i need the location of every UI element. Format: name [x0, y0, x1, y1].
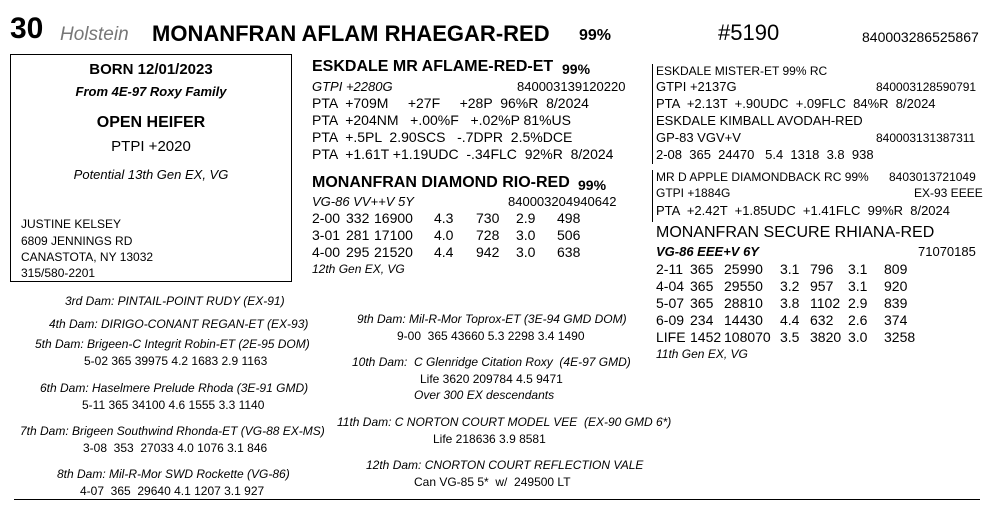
dam-dam-record-row [656, 312, 907, 328]
cell: 3.0 [516, 227, 536, 243]
status: OPEN HEIFER [96, 114, 206, 131]
cell: 29550 [724, 278, 763, 294]
family: From 4E-97 Roxy Family [75, 84, 227, 99]
cell: 3.1 [780, 261, 800, 277]
dam-record-row [312, 210, 580, 226]
dam-5-record: 5-02 365 39975 4.2 1683 2.9 1163 [84, 354, 268, 368]
cell: 3.1 [848, 261, 868, 277]
dam-dam-generations: 11th Gen EX, VG [656, 347, 748, 361]
cell: 6-09 [656, 312, 685, 328]
dam-10-record: Life 3620 209784 4.5 9471 [420, 372, 563, 386]
cell: 5-07 [656, 295, 685, 311]
cell: 365 [690, 295, 714, 311]
cell: 638 [557, 244, 581, 260]
dam-record-row [312, 227, 580, 243]
dam-12-title: 12th Dam: CNORTON COURT REFLECTION VALE [366, 458, 644, 472]
cell: 498 [557, 210, 581, 226]
cell: 506 [557, 227, 581, 243]
pedigree-bracket [652, 170, 653, 222]
sire-sire-name: ESKDALE MISTER-ET 99% RC [656, 64, 828, 78]
sire-pta-line: PTA +709M +27F +28P 96%R 8/2024 [312, 95, 589, 111]
cell: 4.4 [780, 312, 800, 328]
cell: 2-11 [656, 261, 683, 277]
cell: 25990 [724, 261, 763, 277]
dam-dam-id: 71070185 [918, 244, 976, 259]
bottom-rule [14, 499, 980, 500]
cell: 295 [346, 244, 370, 260]
sire-sire-id: 840003128590791 [876, 80, 977, 94]
dam-class: VG-86 VV++V 5Y [312, 194, 414, 209]
dam-id: 840003204940642 [508, 194, 617, 209]
dam-7-title: 7th Dam: Brigeen Southwind Rhonda-ET (VG-88 EX-MS) [20, 424, 325, 438]
cell: 365 [690, 278, 714, 294]
cell: 332 [346, 210, 370, 226]
dam-8-title: 8th Dam: Mil-R-Mor SWD Rockette (VG-86) [57, 467, 290, 481]
sire-dam-record: 2-08 365 24470 5.4 1318 3.8 938 [656, 147, 874, 162]
dam-4-title: 4th Dam: DIRIGO-CONANT REGAN-ET (EX-93) [49, 317, 309, 331]
cell: 3.8 [780, 295, 800, 311]
consignor-city: CANASTOTA, NY 13032 [21, 250, 154, 264]
cell: 4-04 [656, 278, 685, 294]
dam-percent: 99% [578, 177, 607, 193]
sire-pta-line: PTA +204NM +.00%F +.02%P 81%US [312, 112, 572, 128]
cell: 28810 [724, 295, 763, 311]
dam-sire-id: 8403013721049 [889, 170, 976, 184]
dam-name: MONANFRAN DIAMOND RIO-RED [312, 174, 570, 191]
dam-generations: 12th Gen EX, VG [312, 262, 405, 276]
sire-pta-line: PTA +.5PL 2.90SCS -.7DPR 2.5%DCE [312, 129, 573, 145]
dam-6-title: 6th Dam: Haselmere Prelude Rhoda (3E-91 GMD) [40, 381, 309, 395]
cell: 3-01 [312, 227, 341, 243]
cell: 3.5 [780, 329, 800, 345]
dam-3-title: 3rd Dam: PINTAIL-POINT RUDY (EX-91) [65, 294, 285, 308]
cell: 3820 [810, 329, 842, 345]
sire-pta-line: PTA +1.61T +1.19UDC -.34FLC 92%R 8/2024 [312, 146, 614, 162]
animal-name: MONANFRAN AFLAM RHAEGAR-RED [152, 21, 550, 46]
cell: 374 [884, 312, 908, 328]
dam-9-record: 9-00 365 43660 5.3 2298 3.4 1490 [397, 329, 585, 343]
sire-percent: 99% [562, 61, 591, 77]
cell: 4-00 [312, 244, 341, 260]
dam-record-row [312, 244, 580, 260]
cell: 17100 [374, 227, 413, 243]
dam-7-record: 3-08 353 27033 4.0 1076 3.1 846 [83, 441, 268, 455]
cell: 3.2 [780, 278, 800, 294]
cell: 14430 [724, 312, 763, 328]
dam-dam-record-row [656, 329, 915, 345]
cell: 957 [810, 278, 834, 294]
cell: 632 [810, 312, 834, 328]
sire-gtpi: GTPI +2280G [312, 79, 393, 94]
cell: 796 [810, 261, 834, 277]
sire-dam-id: 840003131387311 [876, 131, 976, 145]
cell: 920 [884, 278, 908, 294]
consignor-name: JUSTINE KELSEY [21, 217, 122, 231]
potential: Potential 13th Gen EX, VG [73, 167, 229, 182]
cell: 108070 [724, 329, 771, 345]
consignor-phone: 315/580-2201 [21, 266, 96, 280]
cell: 16900 [374, 210, 413, 226]
cell: 730 [476, 210, 500, 226]
cell: 2-00 [312, 210, 341, 226]
dam-9-title: 9th Dam: Mil-R-Mor Toprox-ET (3E-94 GMD DOM) [357, 312, 627, 326]
consignor-address: 6809 JENNINGS RD [21, 234, 133, 248]
info-box [10, 54, 292, 282]
sire-dam-name: ESKDALE KIMBALL AVODAH-RED [656, 113, 863, 128]
dam-10-note: Over 300 EX descendants [414, 388, 555, 402]
dam-6-record: 5-11 365 34100 4.6 1555 3.3 1140 [82, 398, 265, 412]
dam-sire-gtpi: GTPI +1884G [656, 186, 731, 200]
cell: 1102 [810, 295, 841, 311]
cell: 4.3 [434, 210, 454, 226]
animal-id: 840003286525867 [862, 29, 979, 45]
cell: 809 [884, 261, 908, 277]
sire-dam-class: GP-83 VGV+V [656, 130, 741, 145]
sire-name: ESKDALE MR AFLAME-RED-ET [312, 58, 554, 75]
cell: 2.9 [516, 210, 536, 226]
dam-10-title: 10th Dam: C Glenridge Citation Roxy (4E-97 GMD) [352, 355, 631, 369]
dam-dam-name: MONANFRAN SECURE RHIANA-RED [656, 224, 935, 241]
dam-5-title: 5th Dam: Brigeen-C Integrit Robin-ET (2E-95 DOM) [35, 337, 310, 351]
dam-8-record: 4-07 365 29640 4.1 1207 3.1 927 [80, 484, 265, 498]
cell: 365 [690, 261, 714, 277]
dam-dam-record-row [656, 261, 907, 277]
cell: 728 [476, 227, 500, 243]
dam-11-title: 11th Dam: C NORTON COURT MODEL VEE (EX-90 GMD 6*) [337, 415, 672, 429]
dam-dam-record-row [656, 295, 907, 311]
tag-number: #5190 [718, 20, 780, 45]
cell: 3.0 [516, 244, 536, 260]
cell: 4.0 [434, 227, 454, 243]
cell: 2.6 [848, 312, 868, 328]
sire-sire-pta: PTA +2.13T +.90UDC +.09FLC 84%R 8/2024 [656, 96, 936, 111]
pedigree-bracket [652, 64, 653, 164]
breed: Holstein [60, 24, 129, 45]
cell: 839 [884, 295, 908, 311]
animal-percent: 99% [579, 27, 612, 44]
dam-sire-name: MR D APPLE DIAMONDBACK RC 99% [656, 170, 869, 184]
sire-sire-gtpi: GTPI +2137G [656, 79, 737, 94]
cell: 1452 [690, 329, 722, 345]
dam-12-record: Can VG-85 5* w/ 249500 LT [414, 475, 571, 489]
cell: 3.0 [848, 329, 868, 345]
cell: LIFE [656, 329, 686, 345]
dam-sire-class: EX-93 EEEE [914, 186, 983, 200]
cell: 3.1 [848, 278, 868, 294]
cell: 234 [690, 312, 714, 328]
dam-dam-record-row [656, 278, 907, 294]
dam-dam-class: VG-86 EEE+V 6Y [656, 244, 759, 259]
dam-11-record: Life 218636 3.9 8581 [433, 432, 546, 446]
cell: 4.4 [434, 244, 454, 260]
dam-sire-pta: PTA +2.42T +1.85UDC +1.41FLC 99%R 8/2024 [656, 203, 950, 218]
born-date: BORN 12/01/2023 [89, 61, 213, 78]
cell: 942 [476, 244, 500, 260]
lot-number: 30 [10, 12, 44, 45]
cell: 21520 [374, 244, 413, 260]
cell: 2.9 [848, 295, 868, 311]
ptpi: PTPI +2020 [111, 138, 191, 155]
cell: 3258 [884, 329, 916, 345]
cell: 281 [346, 227, 370, 243]
sire-id: 840003139120220 [517, 79, 626, 94]
